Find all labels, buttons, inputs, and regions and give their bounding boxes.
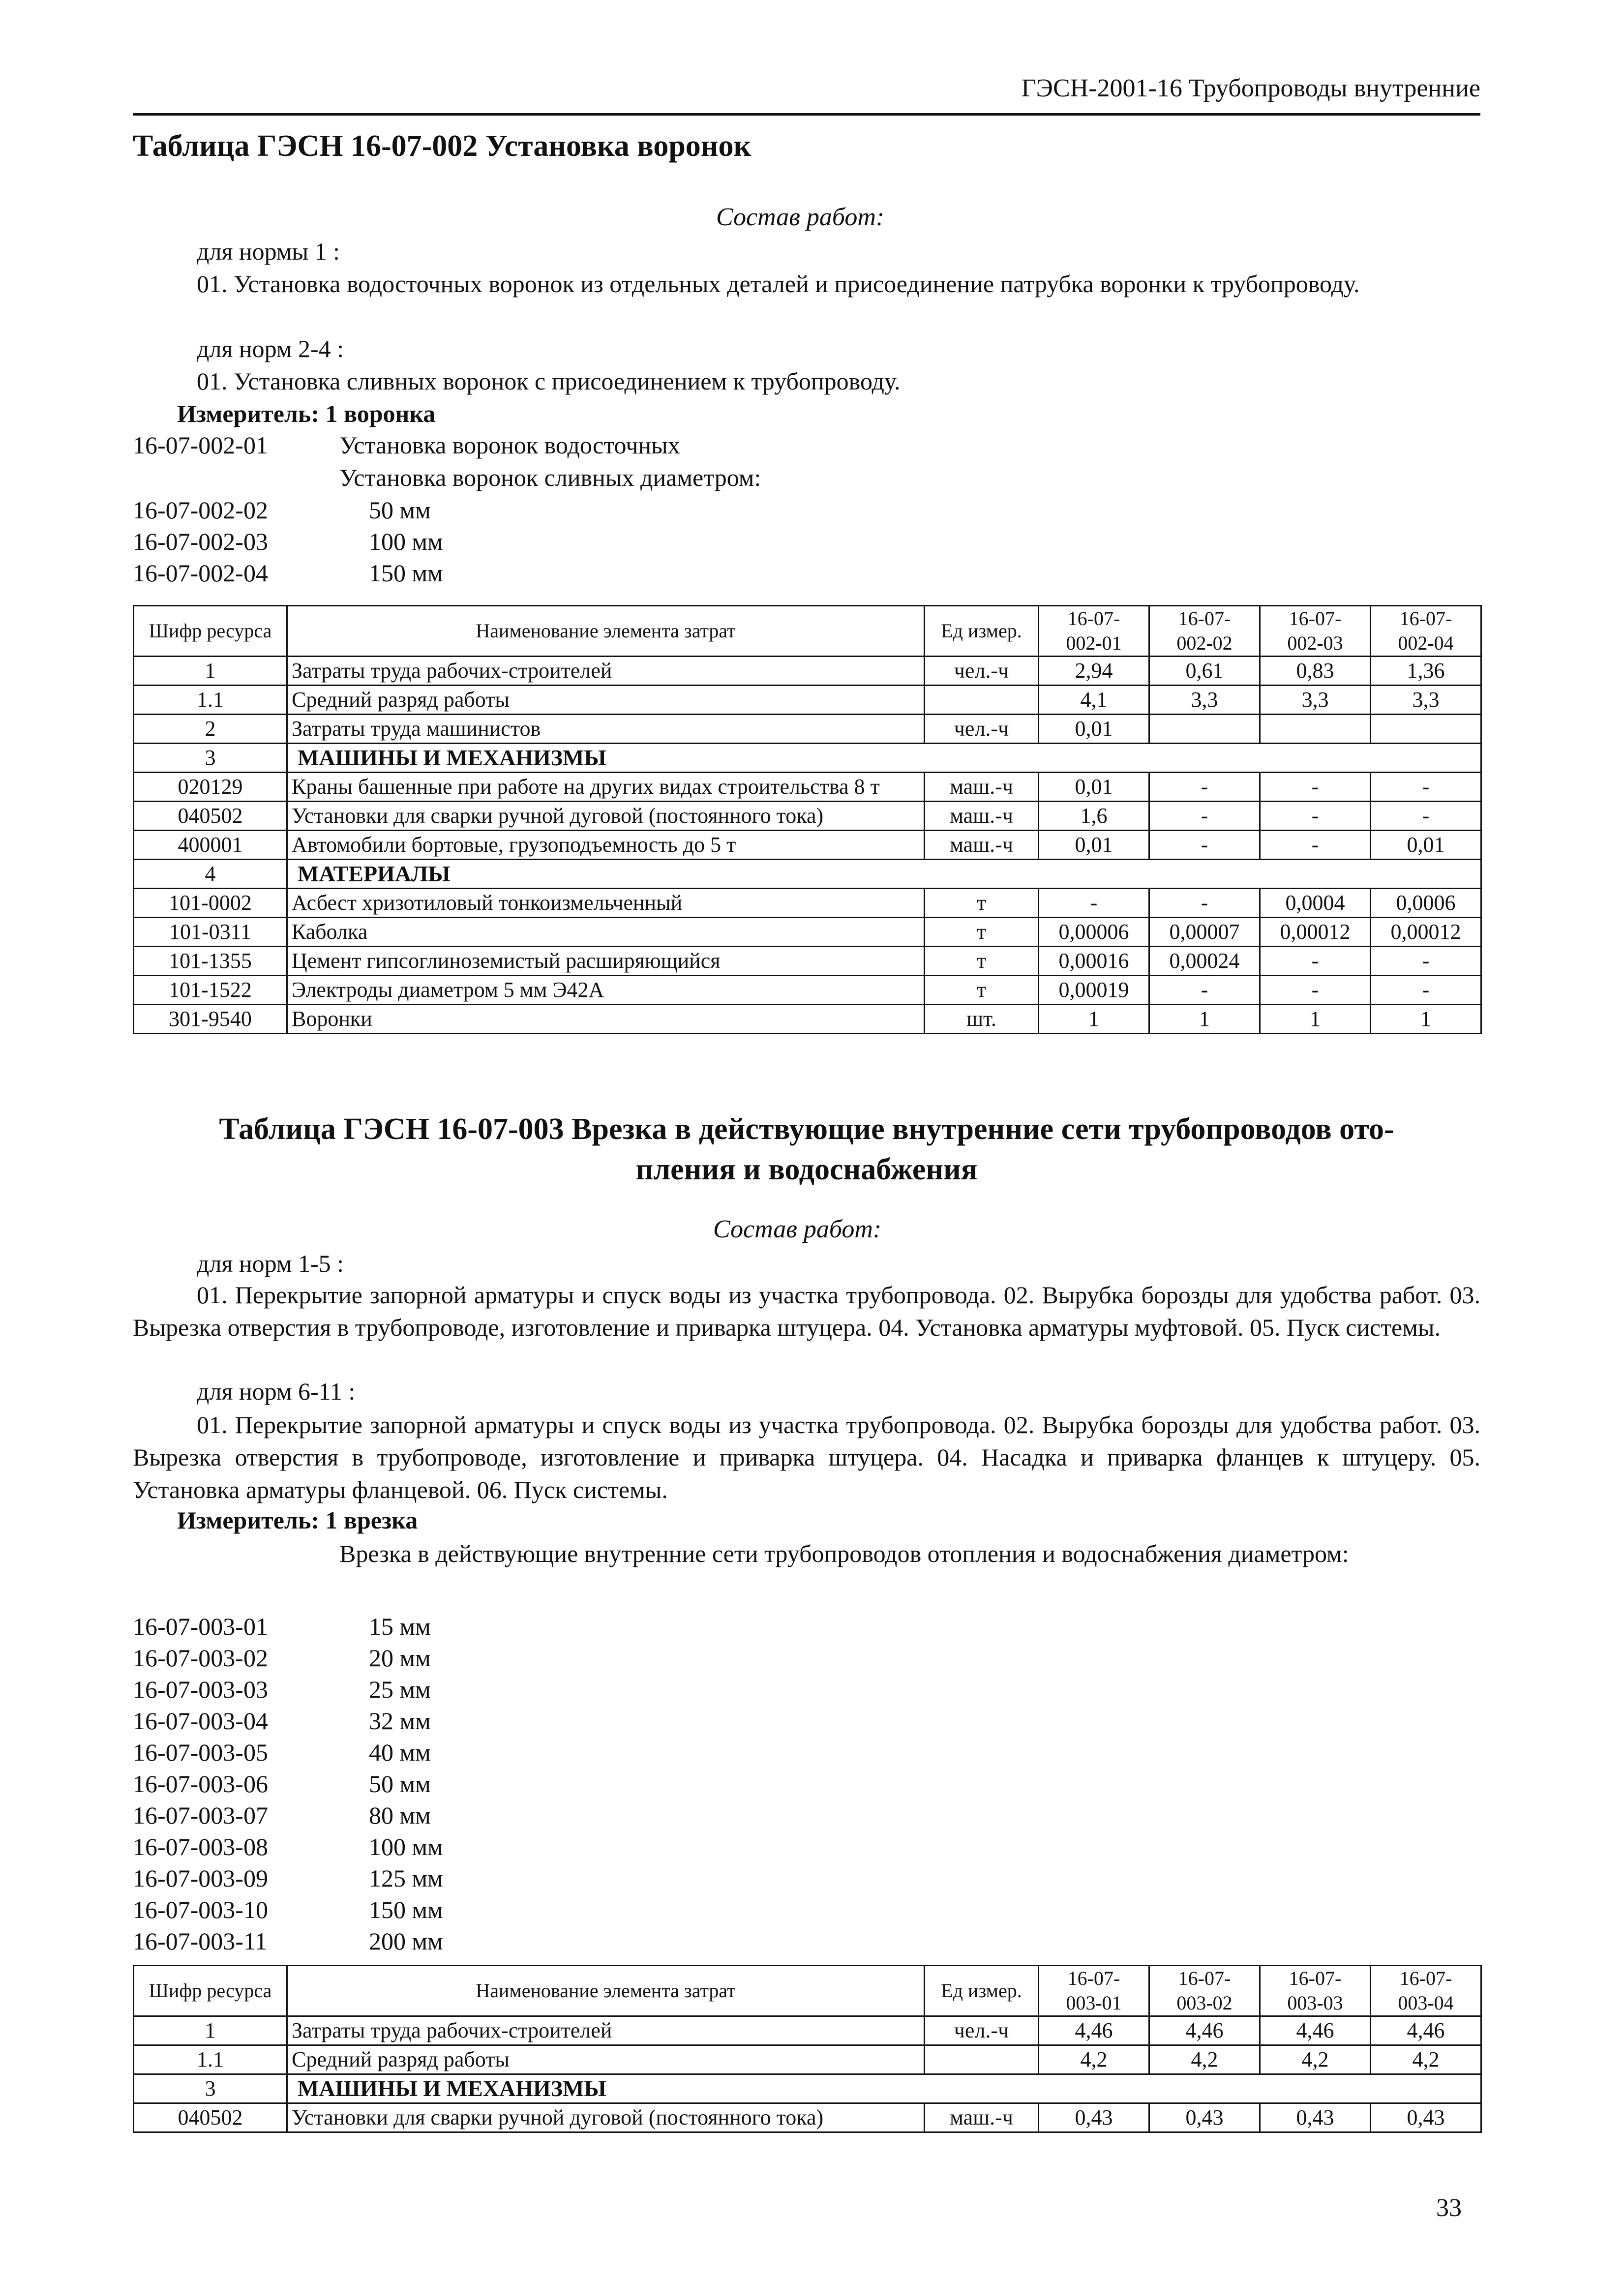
table-section-row xyxy=(134,744,1481,773)
table2-title-line2: пления и водоснабжения xyxy=(635,1153,978,1186)
cell-value: 0,00007 xyxy=(1149,918,1260,947)
cell-value: - xyxy=(1371,976,1481,1005)
cell-value: - xyxy=(1149,976,1260,1005)
table-row xyxy=(134,947,1481,976)
cell-code: 101-0002 xyxy=(134,889,287,918)
table1-norm-name: Установка воронок сливных диаметром: xyxy=(339,464,761,491)
col-header-norm: 16-07- 002-03 xyxy=(1260,606,1371,657)
table2-norm-code: 16-07-003-08 xyxy=(133,1833,268,1860)
cell-name: Воронки xyxy=(287,1005,925,1034)
table2-norm-name: 50 мм xyxy=(369,1770,431,1798)
cell-name: Затраты труда машинистов xyxy=(287,715,925,744)
cell-name: Краны башенные при работе на других видах строительства 8 т xyxy=(287,773,925,802)
cell-value: 0,43 xyxy=(1371,2103,1481,2132)
cell-value: 0,0006 xyxy=(1371,889,1481,918)
table1-norm-name: 150 мм xyxy=(369,559,443,587)
cell-name: Установки для сварки ручной дуговой (постоянного тока) xyxy=(287,802,925,831)
cell-unit: маш.-ч xyxy=(925,773,1039,802)
cell-section-title: МАТЕРИАЛЫ xyxy=(287,860,1481,889)
cell-code: 3 xyxy=(134,2074,287,2103)
col-header-unit: Ед измер. xyxy=(925,1966,1039,2016)
cell-value: 4,46 xyxy=(1039,2016,1149,2045)
table-row xyxy=(134,2103,1481,2132)
cell-code: 101-1522 xyxy=(134,976,287,1005)
cell-section-title: МАШИНЫ И МЕХАНИЗМЫ xyxy=(287,2074,1481,2103)
cell-code: 040502 xyxy=(134,802,287,831)
col-header-norm: 16-07- 002-02 xyxy=(1149,606,1260,657)
cell-value xyxy=(1371,715,1481,744)
cell-value: 4,46 xyxy=(1260,2016,1371,2045)
cell-code: 101-0311 xyxy=(134,918,287,947)
table1-norm-name: 50 мм xyxy=(369,496,431,524)
table2-norm-name: 15 мм xyxy=(369,1613,431,1640)
header-title: ГЭСН-2001-16 Трубопроводы внутренние xyxy=(1021,74,1480,102)
cell-name: Средний разряд работы xyxy=(287,2045,925,2074)
cell-value: 4,2 xyxy=(1260,2045,1371,2074)
table2-norm-name: 40 мм xyxy=(369,1739,431,1766)
cell-value: 1,36 xyxy=(1371,657,1481,686)
cell-unit xyxy=(925,2045,1039,2074)
table2-measure xyxy=(177,1506,418,1534)
cell-unit: т xyxy=(925,918,1039,947)
cell-code: 4 xyxy=(134,860,287,889)
cell-value: 0,0004 xyxy=(1260,889,1371,918)
cell-value: - xyxy=(1260,976,1371,1005)
cell-value: - xyxy=(1149,773,1260,802)
table2-norm-code: 16-07-003-03 xyxy=(133,1676,268,1703)
table2-norm-code: 16-07-003-02 xyxy=(133,1644,268,1672)
cell-value: - xyxy=(1371,802,1481,831)
cell-unit: т xyxy=(925,889,1039,918)
cell-value: 1 xyxy=(1371,1005,1481,1034)
cell-code: 2 xyxy=(134,715,287,744)
cell-code: 1.1 xyxy=(134,686,287,715)
table-row xyxy=(134,1005,1481,1034)
cell-name: Цемент гипсоглиноземистый расширяющийся xyxy=(287,947,925,976)
table2-title xyxy=(133,1109,1480,1190)
cell-value: 0,43 xyxy=(1260,2103,1371,2132)
cell-code: 3 xyxy=(134,744,287,773)
table2-norm-name: 150 мм xyxy=(369,1896,443,1923)
cell-unit: чел.-ч xyxy=(925,2016,1039,2045)
table2-norm-code: 16-07-003-09 xyxy=(133,1864,268,1892)
cell-value: 4,46 xyxy=(1371,2016,1481,2045)
table1-norm-code: 16-07-002-02 xyxy=(133,496,268,524)
table2-norm-code: 16-07-003-04 xyxy=(133,1707,268,1735)
cell-value: - xyxy=(1149,889,1260,918)
cell-value: - xyxy=(1149,831,1260,860)
table2-norm-code: 16-07-003-11 xyxy=(133,1927,268,1955)
cell-value: 3,3 xyxy=(1260,686,1371,715)
cell-code: 1 xyxy=(134,657,287,686)
table-header-row xyxy=(134,1966,1481,2016)
col-header-norm: 16-07- 003-01 xyxy=(1039,1966,1149,2016)
table1-measure-label: Измеритель: xyxy=(177,400,320,427)
cell-name: Асбест хризотиловый тонкоизмельченный xyxy=(287,889,925,918)
cell-value: 0,61 xyxy=(1149,657,1260,686)
cell-value: 1 xyxy=(1039,1005,1149,1034)
table2-norm-code: 16-07-003-01 xyxy=(133,1613,268,1640)
cell-name: Автомобили бортовые, грузоподъемность до 5 т xyxy=(287,831,925,860)
cell-value: - xyxy=(1260,831,1371,860)
resource-table-2 xyxy=(133,1965,1482,2133)
table2-norm-name: 32 мм xyxy=(369,1707,431,1735)
table1-norm-code: 16-07-002-03 xyxy=(133,528,268,555)
col-header-name: Наименование элемента затрат xyxy=(287,606,925,657)
table2-norm-name: 125 мм xyxy=(369,1864,443,1892)
cell-value: 0,01 xyxy=(1039,715,1149,744)
cell-value: 0,00006 xyxy=(1039,918,1149,947)
cell-value: 1,6 xyxy=(1039,802,1149,831)
table1-norm-code: 16-07-002-04 xyxy=(133,559,268,587)
table1-measure-value: 1 воронка xyxy=(325,400,436,427)
cell-value: 3,3 xyxy=(1149,686,1260,715)
table-row xyxy=(134,831,1481,860)
cell-value: 4,46 xyxy=(1149,2016,1260,2045)
cell-value: 2,94 xyxy=(1039,657,1149,686)
cell-value: 1 xyxy=(1149,1005,1260,1034)
table-section-row xyxy=(134,2074,1481,2103)
cell-unit: чел.-ч xyxy=(925,657,1039,686)
table2-title-line1: Таблица ГЭСН 16-07-003 Врезка в действующие внутренние сети трубопроводов ото- xyxy=(219,1112,1394,1146)
table2-norm-code: 16-07-003-05 xyxy=(133,1739,268,1766)
table-header-row xyxy=(134,606,1481,657)
page-header xyxy=(133,74,1480,116)
resource-table-1 xyxy=(133,605,1482,1034)
cell-value: 0,00019 xyxy=(1039,976,1149,1005)
table1-sostav-label: Состав работ: xyxy=(716,203,885,231)
table-row xyxy=(134,686,1481,715)
cell-name: Установки для сварки ручной дуговой (постоянного тока) xyxy=(287,2103,925,2132)
cell-value: 4,2 xyxy=(1371,2045,1481,2074)
table-row xyxy=(134,715,1481,744)
cell-value: 0,01 xyxy=(1371,831,1481,860)
table1-norm-code: 16-07-002-01 xyxy=(133,431,268,459)
table1-work1: 01. Установка водосточных воронок из отдельных деталей и присоединение патрубка воронки к трубопроводу. xyxy=(197,270,1360,298)
cell-name: Средний разряд работы xyxy=(287,686,925,715)
table-section-row xyxy=(134,860,1481,889)
col-header-norm: 16-07- 003-02 xyxy=(1149,1966,1260,2016)
cell-code: 301-9540 xyxy=(134,1005,287,1034)
cell-unit: маш.-ч xyxy=(925,2103,1039,2132)
cell-code: 101-1355 xyxy=(134,947,287,976)
cell-name: Каболка xyxy=(287,918,925,947)
table2-norm-name: 100 мм xyxy=(369,1833,443,1860)
table-row xyxy=(134,889,1481,918)
page-number: 33 xyxy=(1436,2194,1462,2222)
cell-value: - xyxy=(1039,889,1149,918)
cell-value: 3,3 xyxy=(1371,686,1481,715)
table1-norm-name: 100 мм xyxy=(369,528,443,555)
cell-value: 4,2 xyxy=(1039,2045,1149,2074)
table-row xyxy=(134,2016,1481,2045)
col-header-norm: 16-07- 002-01 xyxy=(1039,606,1149,657)
col-header-name: Наименование элемента затрат xyxy=(287,1966,925,2016)
cell-value: - xyxy=(1260,802,1371,831)
table2-norm-code: 16-07-003-10 xyxy=(133,1896,268,1923)
table1-for-norm1: для нормы 1 : xyxy=(197,238,340,265)
table-row xyxy=(134,2045,1481,2074)
cell-value xyxy=(1260,715,1371,744)
cell-code: 400001 xyxy=(134,831,287,860)
table-row xyxy=(134,802,1481,831)
table2-norm-name: 80 мм xyxy=(369,1801,431,1829)
table1-work2: 01. Установка сливных воронок с присоединением к трубопроводу. xyxy=(197,367,901,395)
cell-name: Затраты труда рабочих-строителей xyxy=(287,2016,925,2045)
table2-norm-code: 16-07-003-07 xyxy=(133,1801,268,1829)
table-row xyxy=(134,773,1481,802)
table2-sostav-label: Состав работ: xyxy=(713,1215,882,1243)
cell-value: - xyxy=(1260,947,1371,976)
table2-norm-name: 200 мм xyxy=(369,1927,443,1955)
col-header-code: Шифр ресурса xyxy=(134,1966,287,2016)
table2-work2: 01. Перекрытие запорной арматуры и спуск воды из участка трубопровода. 02. Вырубка борозды для удобства работ. 03. Вырезка отверстия в трубопроводе, изготовление и приварка штуцера. 04. Насадка и приварка фланцев к штуцеру. 05. Установка арматуры фланцевой. 06. Пуск системы. xyxy=(133,1411,1480,1503)
cell-value: 0,83 xyxy=(1260,657,1371,686)
table1-norm-name: Установка воронок водосточных xyxy=(339,431,680,459)
table1-title: Таблица ГЭСН 16-07-002 Установка воронок xyxy=(133,129,752,163)
table-row xyxy=(134,918,1481,947)
table2-norm-name: 20 мм xyxy=(369,1644,431,1672)
col-header-norm: 16-07- 002-04 xyxy=(1371,606,1481,657)
cell-value: - xyxy=(1371,947,1481,976)
table1-measure xyxy=(177,399,435,428)
cell-name: Затраты труда рабочих-строителей xyxy=(287,657,925,686)
cell-unit: т xyxy=(925,976,1039,1005)
table2-measure-value: 1 врезка xyxy=(325,1506,418,1534)
cell-unit xyxy=(925,686,1039,715)
table2-norm-code: 16-07-003-06 xyxy=(133,1770,268,1798)
col-header-norm: 16-07- 003-04 xyxy=(1371,1966,1481,2016)
cell-code: 040502 xyxy=(134,2103,287,2132)
cell-section-title: МАШИНЫ И МЕХАНИЗМЫ xyxy=(287,744,1481,773)
cell-unit: шт. xyxy=(925,1005,1039,1034)
cell-value xyxy=(1149,715,1260,744)
table-row xyxy=(134,976,1481,1005)
table2-intro: Врезка в действующие внутренние сети трубопроводов отопления и водоснабжения диаметром: xyxy=(339,1540,1349,1567)
cell-value: 1 xyxy=(1260,1005,1371,1034)
col-header-unit: Ед измер. xyxy=(925,606,1039,657)
cell-unit: маш.-ч xyxy=(925,802,1039,831)
cell-value: 0,00016 xyxy=(1039,947,1149,976)
table2-for-norm6-11: для норм 6-11 : xyxy=(197,1378,356,1405)
cell-value: 0,01 xyxy=(1039,773,1149,802)
cell-unit: маш.-ч xyxy=(925,831,1039,860)
table2-work1: 01. Перекрытие запорной арматуры и спуск воды из участка трубопровода. 02. Вырубка борозды для удобства работ. 03. Вырезка отверстия в трубопроводе, изготовление и приварка штуцера. 04. Установка арматуры муфтовой. 05. Пуск системы. xyxy=(133,1281,1480,1341)
cell-value: 0,43 xyxy=(1039,2103,1149,2132)
cell-value: 4,2 xyxy=(1149,2045,1260,2074)
cell-value: 0,00024 xyxy=(1149,947,1260,976)
cell-code: 1.1 xyxy=(134,2045,287,2074)
cell-value: 0,43 xyxy=(1149,2103,1260,2132)
cell-name: Электроды диаметром 5 мм Э42А xyxy=(287,976,925,1005)
cell-unit: чел.-ч xyxy=(925,715,1039,744)
cell-value: - xyxy=(1371,773,1481,802)
cell-unit: т xyxy=(925,947,1039,976)
cell-value: 0,00012 xyxy=(1260,918,1371,947)
table1-for-norm2-4: для норм 2-4 : xyxy=(197,335,344,362)
col-header-norm: 16-07- 003-03 xyxy=(1260,1966,1371,2016)
table-row xyxy=(134,657,1481,686)
cell-value: 0,01 xyxy=(1039,831,1149,860)
cell-value: 0,00012 xyxy=(1371,918,1481,947)
cell-value: - xyxy=(1149,802,1260,831)
cell-code: 1 xyxy=(134,2016,287,2045)
col-header-code: Шифр ресурса xyxy=(134,606,287,657)
cell-value: - xyxy=(1260,773,1371,802)
table2-for-norm1-5: для норм 1-5 : xyxy=(197,1250,344,1277)
table2-norm-name: 25 мм xyxy=(369,1676,431,1703)
cell-value: 4,1 xyxy=(1039,686,1149,715)
table2-measure-label: Измеритель: xyxy=(177,1506,320,1534)
cell-code: 020129 xyxy=(134,773,287,802)
